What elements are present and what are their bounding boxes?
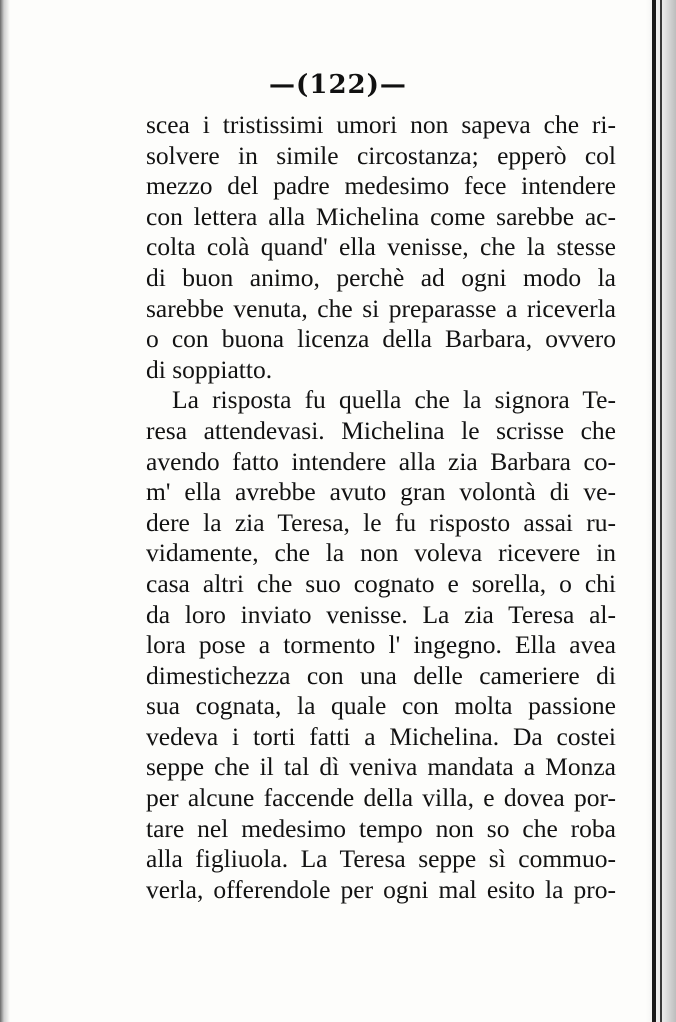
- text-line: per alcune faccende della villa, e dovea por-: [146, 783, 616, 813]
- body-text: [146, 110, 616, 905]
- text-line: alla figliuola. La Teresa seppe sì commuo-: [146, 844, 616, 874]
- text-line: sarebbe venuta, che si preparasse a riceverla: [146, 293, 616, 323]
- text-line: scea i tristissimi umori non sapeva che ri-: [146, 110, 616, 139]
- page-edge-rule-inner: [660, 0, 662, 1022]
- text-line: mezzo del padre medesimo fece intendere: [146, 171, 616, 201]
- text-line: resa attendevasi. Michelina le scrisse che: [146, 415, 616, 445]
- page-gutter-shadow: [0, 0, 10, 1022]
- page-edge-rule: [652, 0, 656, 1022]
- text-line: lora pose a tormento l' ingegno. Ella avea: [146, 630, 616, 660]
- text-line: con lettera alla Michelina come sarebbe ac-: [146, 201, 616, 231]
- text-line: dimestichezza con una delle cameriere di: [146, 660, 616, 690]
- text-line: sua cognata, la quale con molta passione: [146, 691, 616, 721]
- text-line: vedeva i torti fatti a Michelina. Da costei: [146, 721, 616, 751]
- text-line: colta colà quand' ella venisse, che la stesse: [146, 232, 616, 262]
- paragraph-end-line: di soppiatto.: [146, 354, 273, 384]
- text-line: avendo fatto intendere alla zia Barbara co-: [146, 446, 616, 476]
- page-number: —(122)—: [269, 70, 407, 100]
- text-line: dere la zia Teresa, le fu risposto assai ru-: [146, 507, 616, 537]
- paragraph-start-line: La risposta fu quella che la signora Te-: [172, 385, 616, 415]
- text-line: da loro inviato venisse. La zia Teresa al-: [146, 599, 616, 629]
- text-line: di buon animo, perchè ad ogni modo la: [146, 262, 616, 292]
- text-line: casa altri che suo cognato e sorella, o chi: [146, 568, 616, 598]
- text-line: vidamente, che la non voleva ricevere in: [146, 538, 616, 568]
- text-line: o con buona licenza della Barbara, ovvero: [146, 324, 616, 354]
- text-line: tare nel medesimo tempo non so che roba: [146, 813, 616, 843]
- text-line: m' ella avrebbe avuto gran volontà di ve-: [146, 477, 616, 507]
- text-line: seppe che il tal dì veniva mandata a Monza: [146, 752, 616, 782]
- text-line: solvere in simile circostanza; epperò col: [146, 140, 616, 170]
- text-line: verla, offerendole per ogni mal esito la pro-: [146, 874, 616, 904]
